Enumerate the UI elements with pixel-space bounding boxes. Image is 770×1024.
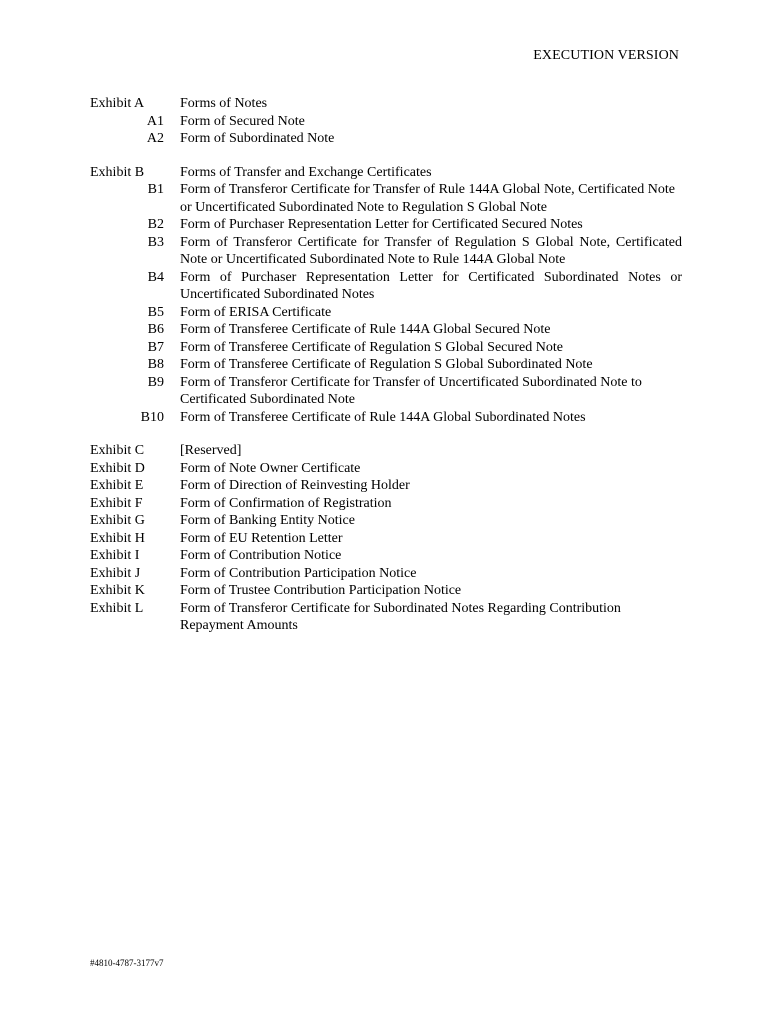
exhibit-description: Form of Transferee Certificate of Regulation S Global Secured Note xyxy=(180,339,563,355)
exhibit-description: Forms of Transfer and Exchange Certificates xyxy=(180,164,432,180)
exhibit-row xyxy=(90,530,682,548)
exhibit-label: Exhibit G xyxy=(90,513,145,528)
exhibit-description: Forms of Notes xyxy=(180,96,268,111)
exhibit-row xyxy=(90,442,682,460)
exhibit-label: A1 xyxy=(146,113,164,129)
exhibit-label: B10 xyxy=(140,409,164,425)
exhibit-row xyxy=(90,547,682,565)
exhibit-description: Form of Transferee Certificate of Rule 144A Global Subordinated Notes xyxy=(180,409,586,425)
exhibit-row xyxy=(90,130,682,148)
exhibit-description: Form of Transferee Certificate of Regulation S Global Subordinated Note xyxy=(180,357,593,372)
exhibit-label: B7 xyxy=(147,339,164,355)
exhibit-description: Form of Transferor Certificate for Transfer of Regulation S Global Note, Certificated Note or Uncertificated Subordinated Note to Rule 144A Global Note xyxy=(180,234,682,267)
exhibit-label: Exhibit J xyxy=(90,565,141,581)
exhibit-description: Form of Subordinated Note xyxy=(180,131,335,146)
exhibit-label: Exhibit K xyxy=(90,583,145,598)
exhibit-label: Exhibit B xyxy=(90,164,145,180)
exhibit-row xyxy=(90,374,682,409)
exhibit-description: Form of ERISA Certificate xyxy=(180,304,332,320)
exhibit-row xyxy=(90,356,682,374)
exhibit-row xyxy=(90,409,682,427)
exhibit-row xyxy=(90,339,682,357)
exhibit-description: Form of Purchaser Representation Letter for Certificated Subordinated Notes or Uncertificated Subordinated Notes xyxy=(180,269,682,302)
exhibit-label: B4 xyxy=(147,269,164,285)
exhibit-description: Form of Trustee Contribution Participation Notice xyxy=(180,583,462,598)
exhibit-label: B3 xyxy=(147,234,164,250)
exhibit-description: Form of Contribution Notice xyxy=(180,548,342,563)
exhibit-label: Exhibit H xyxy=(90,530,145,546)
exhibit-label: Exhibit E xyxy=(90,478,144,493)
exhibit-label: B1 xyxy=(147,182,164,197)
exhibit-description: Form of Contribution Participation Notice xyxy=(180,565,417,581)
exhibit-row xyxy=(90,512,682,530)
exhibit-label: B5 xyxy=(147,304,164,320)
exhibit-list xyxy=(90,95,682,651)
exhibit-description: Form of Note Owner Certificate xyxy=(180,460,361,476)
exhibit-group-c-l xyxy=(90,442,682,635)
exhibit-label: Exhibit I xyxy=(90,548,140,563)
exhibit-group-a xyxy=(90,95,682,148)
exhibit-description: Form of Transferor Certificate for Subordinated Notes Regarding Contribution Repayment Amounts xyxy=(180,600,621,633)
exhibit-label: Exhibit D xyxy=(90,460,145,476)
exhibit-label: Exhibit L xyxy=(90,600,144,616)
exhibit-description: Form of Secured Note xyxy=(180,113,305,129)
exhibit-label: Exhibit F xyxy=(90,495,143,511)
exhibit-description: [Reserved] xyxy=(180,443,242,458)
exhibit-label: B9 xyxy=(147,374,164,390)
exhibit-label: B8 xyxy=(147,357,164,372)
exhibit-row xyxy=(90,600,682,635)
exhibit-description: Form of EU Retention Letter xyxy=(180,530,343,546)
exhibit-description: Form of Transferor Certificate for Transfer of Rule 144A Global Note, Certificated Note or Uncertificated Subordinated Note to Regulation S Global Note xyxy=(180,182,675,215)
exhibit-label: Exhibit C xyxy=(90,443,145,458)
exhibit-label: A2 xyxy=(146,131,164,146)
exhibit-row xyxy=(90,582,682,600)
exhibit-description: Form of Banking Entity Notice xyxy=(180,513,355,528)
exhibit-row xyxy=(90,477,682,495)
exhibit-description: Form of Direction of Reinvesting Holder xyxy=(180,478,410,493)
exhibit-row xyxy=(90,495,682,513)
exhibit-label: B2 xyxy=(147,217,164,232)
exhibit-row xyxy=(90,234,682,269)
exhibit-description: Form of Transferee Certificate of Rule 144A Global Secured Note xyxy=(180,322,551,337)
exhibit-row xyxy=(90,460,682,478)
exhibit-group-b xyxy=(90,164,682,427)
exhibit-description: Form of Confirmation of Registration xyxy=(180,495,392,511)
exhibit-row xyxy=(90,216,682,234)
exhibit-description: Form of Purchaser Representation Letter for Certificated Secured Notes xyxy=(180,217,583,232)
exhibit-label: Exhibit A xyxy=(90,96,145,111)
exhibit-row xyxy=(90,304,682,322)
exhibit-row xyxy=(90,164,682,182)
exhibit-row xyxy=(90,565,682,583)
exhibit-row xyxy=(90,113,682,131)
exhibit-description: Form of Transferor Certificate for Transfer of Uncertificated Subordinated Note to Certificated Subordinated Note xyxy=(180,374,642,407)
execution-version-header: EXECUTION VERSION xyxy=(533,48,679,63)
exhibit-row xyxy=(90,95,682,113)
exhibit-row xyxy=(90,181,682,216)
exhibit-row xyxy=(90,269,682,304)
exhibit-label: B6 xyxy=(147,322,164,337)
document-id-footer: #4810-4787-3177v7 xyxy=(90,958,164,968)
exhibit-row xyxy=(90,321,682,339)
